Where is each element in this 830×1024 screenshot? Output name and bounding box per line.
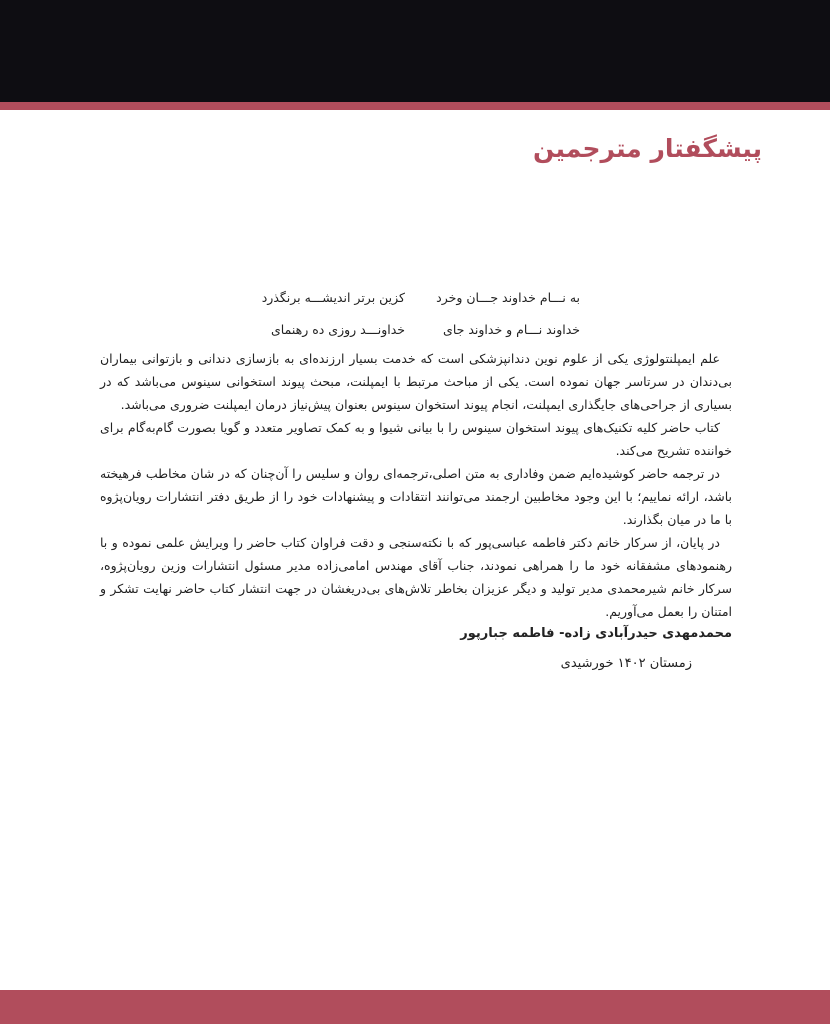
poem-line: [230, 287, 580, 319]
paragraph: در پایان، از سرکار خانم دکتر فاطمه عباسی‌پور که با نکته‌سنجی و دقت فراوان کتاب حاضر را ویرایش علمی نموده و با رهنمودهای مشفقانه خود ما را همراهی نمودند، جناب آقای مهندس امامی‌زاده مدیر مسئول انتشارات وزین رویان‌پژوه، سرکار خانم شیرمحمدی مدیر تولید و دیگر عزیزان بخاطر تلاش‌های بی‌دریغشان در جهت انتشار کتاب حاضر نهایت تشکر و امتنان را بعمل می‌آوریم.: [100, 535, 732, 619]
paragraph: در ترجمه حاضر کوشیده‌ایم ضمن وفاداری به متن اصلی،ترجمه‌ای روان و سلیس را آن‌چنان که در شان مخاطب فرهیخته باشد، ارائه نماییم؛ با این وجود مخاطبین ارجمند می‌توانند انتقادات و پیشنهادات خود را از طریق دفتر انتشارات رویان‌پژوه با ما در میان بگذارند.: [100, 466, 732, 527]
signature-date: زمستان ۱۴۰۲ خورشیدی: [560, 656, 692, 671]
author-names: محمدمهدی حیدرآبادی زاده- فاطمه جبارپور: [460, 626, 732, 641]
footer-band: [0, 990, 830, 1024]
page-title: پیشگفتار مترجمین: [533, 134, 762, 163]
header-band: [0, 0, 830, 102]
preface-body: [100, 347, 732, 623]
signature-block: [332, 622, 732, 676]
paragraph: کتاب حاضر کلیه تکنیک‌های پیوند استخوان سینوس را با بیانی شیوا و به کمک تصاویر متعدد و گویا بصورت گام‌به‌گام برای خواننده تشریح می‌کند.: [100, 420, 732, 458]
poem-hemistich: کزین برتر اندیشـــه برنگذرد: [261, 290, 405, 305]
paragraph: علم ایمپلنتولوژی یکی از علوم نوین دندانپزشکی است که خدمت بسیار ارزنده‌ای به بازسازی دندانی و بازتوانی بیماران بی‌دندان در سرتاسر جهان نموده است. یکی از مباحث مرتبط با ایمپلنت، مبحث پیوند استخوانی سینوس می‌باشد که در بسیاری از جراحی‌های جایگذاری ایمپلنت، انجام پیوند استخوان سینوس بعنوان پیش‌نیاز درمان ایمپلنت ضروری می‌باشد.: [100, 351, 732, 412]
poem-hemistich: خداوند نـــام و خداوند جای: [443, 322, 580, 337]
opening-poem: [230, 287, 580, 351]
poem-hemistich: به نـــام خداوند جـــان وخرد: [436, 290, 580, 305]
poem-hemistich: خداونـــد روزی ده رهنمای: [271, 322, 405, 337]
header-accent-stripe: [0, 102, 830, 110]
